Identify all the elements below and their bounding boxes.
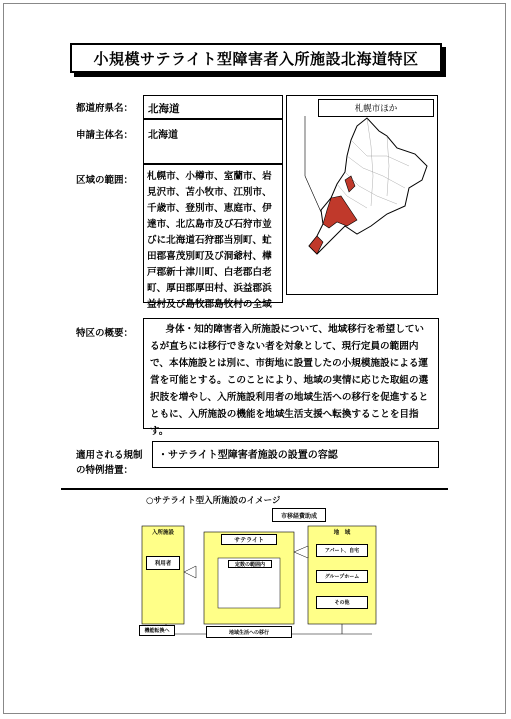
diagram-right-item-2: グループホーム [316,570,368,583]
page-title: 小規模サテライト型障害者入所施設北海道特区 [70,43,442,73]
regulation-value: ・サテライト型障害者施設の設置の容認 [152,441,439,468]
overview-value: 身体・知的障害者入所施設について、地域移行を希望しているが直ちには移行できない者を対象として、現行定員の範囲内で、本体施設とは別に、市街地に設置したの小規模施設による運営を可能とする。このことにより、地域の実情に応じた取組の選択肢を増やし、入所施設利用者の地域生活への移行を促進するとともに、入所施設の機能を地域生活支援へ転換することを目指す。 [143,318,439,429]
diagram-left-item: 利用者 [146,556,180,570]
area-label: 区域の範囲： [76,175,134,186]
overview-label: 特区の概要： [76,328,134,339]
hokkaido-map [286,95,438,295]
diagram-center-sub: 定数の範囲内 [228,560,272,568]
diagram-center-title: サテライト [221,534,277,545]
diagram-left-title: 入所施設 [151,530,174,536]
map-label: 札幌市ほか [318,99,434,117]
area-value: 札幌市、小樽市、室蘭市、岩見沢市、苫小牧市、江別市、千歳市、登別市、恵庭市、伊達市、北広島市及び石狩市並びに北海道石狩郡当別町、虻田郡喜茂別町及び洞爺村、樺戸郡新十津川町、白老郡白老町、厚田郡厚田村、浜益郡浜益村及び島牧郡島牧村の全域 [143,164,283,303]
diagram-bottom-note: 地域生活への移行 [206,626,292,638]
satellite-diagram [136,508,386,643]
diagram-right-item-1: アパート、自宅 [316,544,368,557]
applicant-value: 北海道 [143,119,283,164]
hokkaido-map-graphic [287,96,437,294]
diagram-right-title: 地 域 [333,530,351,536]
prefecture-value: 北海道 [143,95,283,119]
applicant-label: 申請主体名： [76,130,134,141]
regulation-label-2: の特例措置： [76,465,134,476]
prefecture-label: 都道府県名： [76,103,134,114]
diagram-callout: 市移経費助成 [272,508,326,522]
regulation-label-1: 適用される規制 [76,450,143,461]
diagram-left-bottom: 機能転換へ [139,625,175,636]
diagram-right-item-3: その他 [316,596,368,609]
section-divider [61,488,448,490]
image-heading: ○サテライト型入所施設のイメージ [146,496,281,506]
